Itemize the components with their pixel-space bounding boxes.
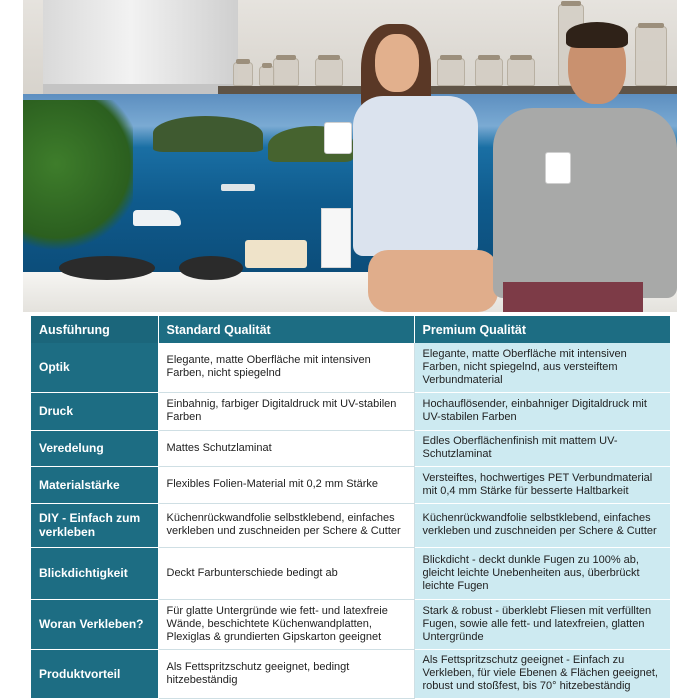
premium-cell: Hochauflösender, einbahniger Digitaldruck mit UV-stabilen Farben — [414, 392, 670, 430]
row-label: Druck — [31, 392, 158, 430]
premium-cell: Stark & robust - überklebt Fliesen mit verfüllten Fugen, sowie alle fett- und latexfreien, glatten Untergründe — [414, 599, 670, 649]
standard-cell: Küchenrückwandfolie selbstklebend, einfaches verkleben und zuschneiden per Schere & Cutter — [158, 503, 414, 547]
premium-cell: Edles Oberflächenfinish mit mattem UV-Schutzlaminat — [414, 430, 670, 466]
premium-cell: Blickdicht - deckt dunkle Fugen zu 100% ab, gleicht leichte Unebenheiten aus, überbrückt leichte Fugen — [414, 547, 670, 599]
comparison-table — [31, 316, 670, 698]
table-row — [31, 649, 670, 698]
island — [153, 116, 263, 152]
standard-cell: Einbahnig, farbiger Digitaldruck mit UV-stabilen Farben — [158, 392, 414, 430]
kitchen-photo — [23, 0, 677, 312]
comparison-table-grid — [31, 316, 671, 699]
table-row — [31, 503, 670, 547]
standard-cell: Als Fettspritzschutz geeignet, bedingt hitzebeständig — [158, 649, 414, 698]
row-label: Optik — [31, 343, 158, 392]
table-row — [31, 392, 670, 430]
row-label: Veredelung — [31, 430, 158, 466]
standard-cell: Deckt Farbunterschiede bedingt ab — [158, 547, 414, 599]
table-row — [31, 430, 670, 466]
standard-cell: Elegante, matte Oberfläche mit intensiven Farben, nicht spiegelnd — [158, 343, 414, 392]
spice-jar — [635, 26, 667, 86]
man-hair — [566, 22, 628, 48]
spice-jar — [507, 58, 535, 86]
egg-carton — [245, 240, 307, 268]
woman-face — [375, 34, 419, 92]
coffee-mug — [324, 122, 352, 154]
header-standard: Standard Qualität — [158, 316, 414, 343]
extractor-hood — [43, 0, 238, 86]
spice-jar — [437, 58, 465, 86]
spice-jar — [475, 58, 503, 86]
spice-jar — [315, 58, 343, 86]
row-label: Produktvorteil — [31, 649, 158, 698]
spice-jar — [273, 58, 299, 86]
premium-cell: Versteiftes, hochwertiges PET Verbundmaterial mit 0,4 mm Stärke für besserte Haltbarkeit — [414, 466, 670, 503]
sailboat — [221, 184, 255, 191]
table-row — [31, 599, 670, 649]
table-row — [31, 466, 670, 503]
table-row — [31, 343, 670, 392]
yacht — [133, 210, 181, 226]
row-label: DIY - Einfach zum verkleben — [31, 503, 158, 547]
woman-legs — [368, 250, 498, 312]
coffee-mug — [545, 152, 571, 184]
frying-pan — [179, 256, 243, 280]
row-label: Blickdichtigkeit — [31, 547, 158, 599]
standard-cell: Mattes Schutzlaminat — [158, 430, 414, 466]
row-label: Materialstärke — [31, 466, 158, 503]
premium-cell: Küchenrückwandfolie selbstklebend, einfaches verkleben und zuschneiden per Schere & Cutter — [414, 503, 670, 547]
tree — [23, 100, 133, 260]
header-ausfuehrung: Ausführung — [31, 316, 158, 343]
spice-jar — [233, 62, 253, 86]
standard-cell: Für glatte Untergründe wie fett- und latexfreie Wände, beschichtete Küchenwandplatten, Plexiglas & grundierten Gipskarton geeignet — [158, 599, 414, 649]
frying-pan — [59, 256, 155, 280]
table-row — [31, 547, 670, 599]
row-label: Woran Verkleben? — [31, 599, 158, 649]
premium-cell: Elegante, matte Oberfläche mit intensiven Farben, nicht spiegelnd, aus versteiftem Verbundmaterial — [414, 343, 670, 392]
premium-cell: Als Fettspritzschutz geeignet - Einfach zu Verkleben, für viele Ebenen & Flächen geeignet, robust und stoßfest, bis 70° hitzebeständig — [414, 649, 670, 698]
paper-towel — [321, 208, 351, 268]
man-shirt — [493, 108, 677, 298]
woman-shirt — [353, 96, 478, 256]
table-header-row — [31, 316, 670, 343]
man-pants — [503, 282, 643, 312]
standard-cell: Flexibles Folien-Material mit 0,2 mm Stärke — [158, 466, 414, 503]
header-premium: Premium Qualität — [414, 316, 670, 343]
